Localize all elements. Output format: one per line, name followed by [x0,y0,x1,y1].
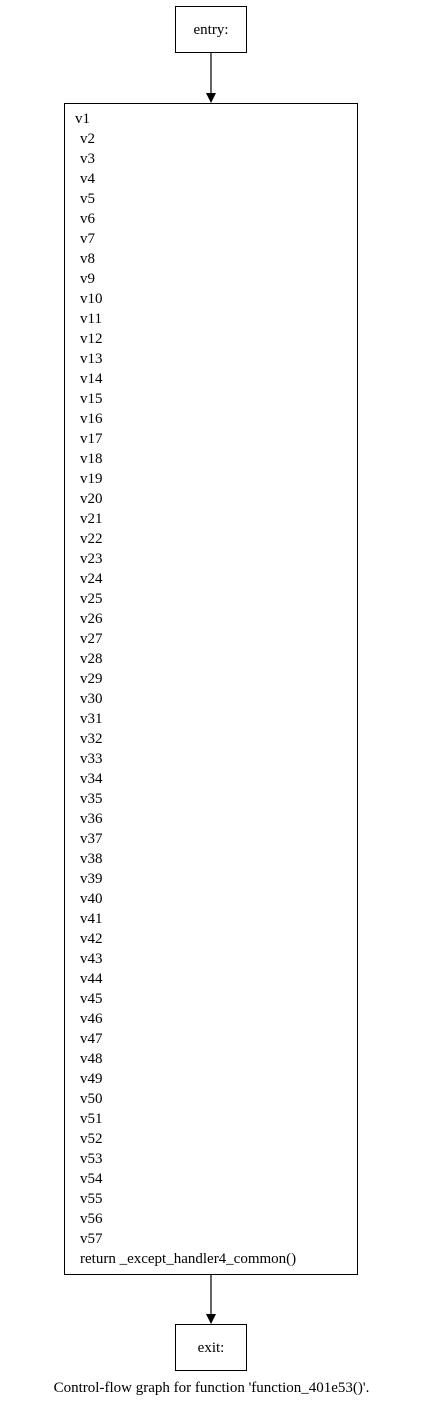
statement-line: v57 [80,1231,103,1247]
statement-line: v37 [80,831,103,847]
statement-line: v50 [80,1091,103,1107]
statement-line: v31 [80,711,103,727]
statement-line: v24 [80,571,103,587]
statement-line: v41 [80,911,103,927]
statement-line: v12 [80,331,103,347]
statement-line: v4 [80,171,95,187]
statement-line: v18 [80,451,103,467]
statement-line: v13 [80,351,103,367]
statement-line: v32 [80,731,103,747]
statement-line: v29 [80,671,103,687]
statement-line: v34 [80,771,103,787]
statement-line: v45 [80,991,103,1007]
statement-line: v56 [80,1211,103,1227]
statement-line: v44 [80,971,103,987]
statement-line: v17 [80,431,103,447]
statement-line: v6 [80,211,95,227]
statement-line: v21 [80,511,103,527]
statement-line: v16 [80,411,103,427]
statement-line: v22 [80,531,103,547]
statement-line: v39 [80,871,103,887]
entry-node [175,6,247,53]
statement-line: v7 [80,231,95,247]
basic-block-node [64,103,358,1275]
statement-line: v15 [80,391,103,407]
statement-line: v52 [80,1131,103,1147]
statement-line: v47 [80,1031,103,1047]
statement-line: v1 [75,111,90,127]
statement-line: v25 [80,591,103,607]
statement-line: v14 [80,371,103,387]
statement-line: v51 [80,1111,103,1127]
exit-node-label: exit: [197,1340,225,1356]
statement-line: v30 [80,691,103,707]
statement-line: v40 [80,891,103,907]
statement-line: v10 [80,291,103,307]
statement-line: v36 [80,811,103,827]
statement-line: v53 [80,1151,103,1167]
statement-line: v54 [80,1171,103,1187]
graph-caption: Control-flow graph for function 'function_401e53()'. [53,1380,370,1396]
statement-line: return _except_handler4_common() [80,1251,297,1267]
statement-line: v27 [80,631,103,647]
exit-node [175,1324,247,1371]
statement-line: v5 [80,191,95,207]
statement-line: v2 [80,131,95,147]
statement-line: v19 [80,471,103,487]
statement-line: v26 [80,611,103,627]
statement-line: v35 [80,791,103,807]
statement-line: v28 [80,651,103,667]
statement-line: v23 [80,551,103,567]
statement-line: v55 [80,1191,103,1207]
statement-line: v20 [80,491,103,507]
statement-line: v49 [80,1071,103,1087]
statement-line: v9 [80,271,95,287]
statement-line: v46 [80,1011,103,1027]
statement-line: v11 [80,311,102,327]
statement-line: v8 [80,251,95,267]
statement-line: v38 [80,851,103,867]
statement-line: v3 [80,151,95,167]
statement-line: v43 [80,951,103,967]
statement-line: v42 [80,931,103,947]
statement-line: v33 [80,751,103,767]
statement-line: v48 [80,1051,103,1067]
entry-node-label: entry: [193,22,229,38]
